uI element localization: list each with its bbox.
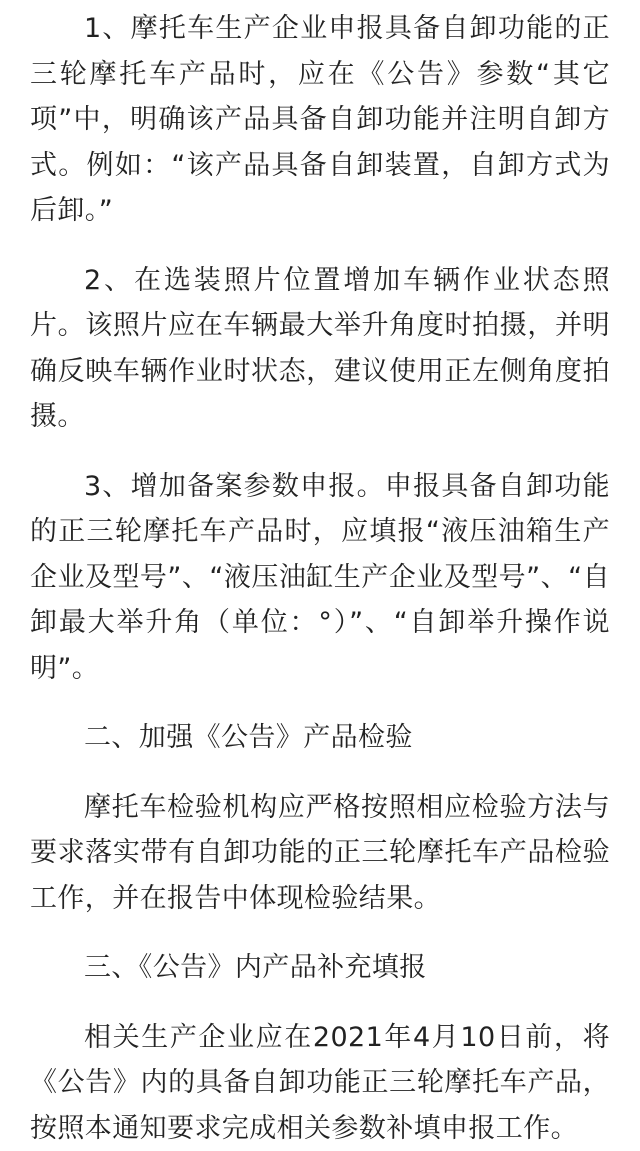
paragraph-item-1-declaration: 1、摩托车生产企业申报具备自卸功能的正三轮摩托车产品时，应在《公告》参数“其它项”中，明确该产品具备自卸功能并注明自卸方式。例如：“该产品具备自卸装置，自卸方式为后卸。” [30, 6, 610, 234]
section-heading-supplement: 三、《公告》内产品补充填报 [30, 945, 610, 991]
section-heading-inspection: 二、加强《公告》产品检验 [30, 715, 610, 761]
paragraph-item-2-photo: 2、在选装照片位置增加车辆作业状态照片。该照片应在车辆最大举升角度时拍摄，并明确反映车辆作业时状态，建议使用正左侧角度拍摄。 [30, 258, 610, 440]
paragraph-supplement: 相关生产企业应在2021年4月10日前，将《公告》内的具备自卸功能正三轮摩托车产品，按照本通知要求完成相关参数补填申报工作。 [30, 1015, 610, 1151]
paragraph-item-3-parameters: 3、增加备案参数申报。申报具备自卸功能的正三轮摩托车产品时，应填报“液压油箱生产企业及型号”、“液压油缸生产企业及型号”、“自卸最大举升角（单位：°）”、“自卸举升操作说明”。 [30, 464, 610, 692]
document-body [30, 6, 610, 1151]
paragraph-inspection: 摩托车检验机构应严格按照相应检验方法与要求落实带有自卸功能的正三轮摩托车产品检验工作，并在报告中体现检验结果。 [30, 785, 610, 922]
